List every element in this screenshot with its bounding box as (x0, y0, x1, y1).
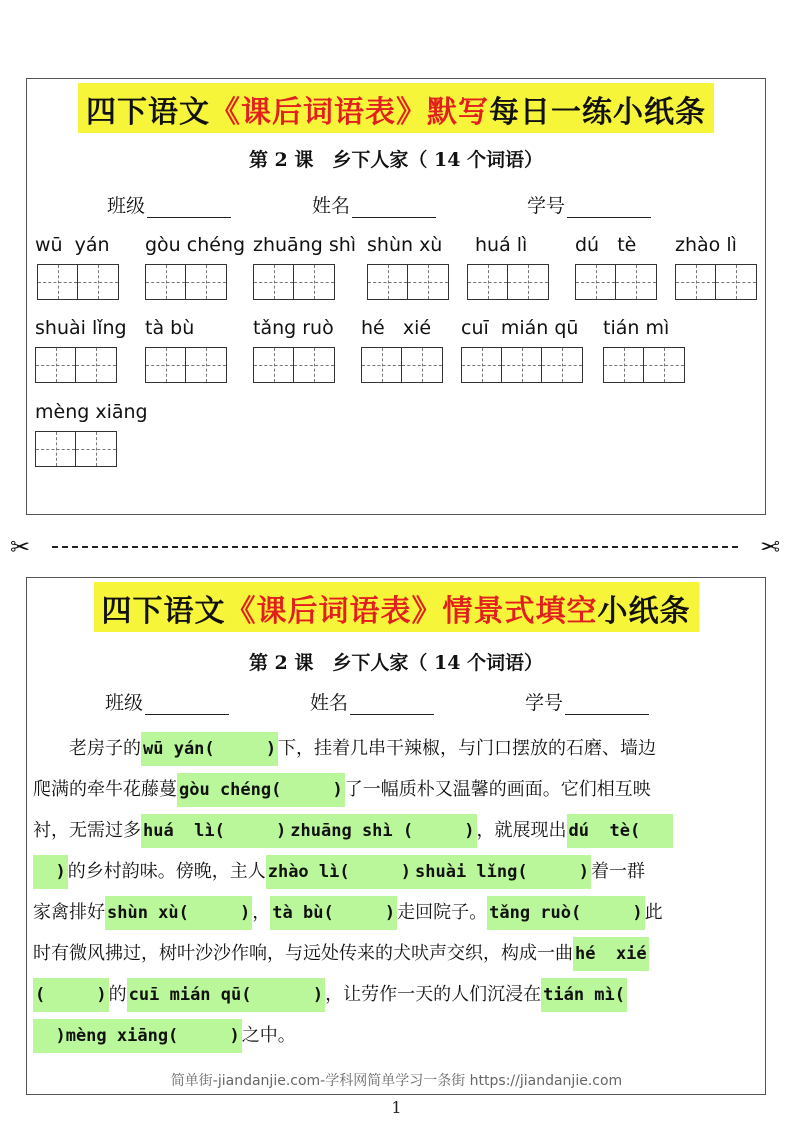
lesson-heading: 第 2 课 乡下人家（ 14 个词语） (248, 149, 544, 171)
writing-grid[interactable] (461, 347, 583, 383)
tianzige-box[interactable] (186, 265, 226, 299)
writing-grid[interactable] (467, 264, 549, 300)
tianzige-box[interactable] (402, 348, 442, 382)
pinyin-blank[interactable]: ( ) (33, 978, 109, 1012)
id-blank[interactable] (565, 696, 649, 715)
passage-text: 爬满的牵牛花藤蔓 (33, 779, 177, 800)
page-number: 1 (391, 1098, 402, 1117)
writing-grid[interactable] (145, 347, 227, 383)
pinyin-blank[interactable]: zhuāng shì ( ) (288, 814, 476, 848)
pinyin-blank[interactable]: ) (33, 855, 68, 889)
pinyin-label: shuài lǐng (35, 317, 127, 339)
pinyin-label: huá lì (475, 234, 528, 256)
id-blank[interactable] (567, 199, 651, 218)
pinyin-blank[interactable]: cuī mián qū( ) (127, 978, 325, 1012)
pinyin-label: tǎng ruò (253, 317, 334, 339)
passage-line (33, 933, 761, 974)
passage-text: 走回院子。 (397, 902, 488, 923)
passage-text: 之中。 (241, 1025, 296, 1046)
scissors-icon: ✂ (759, 533, 780, 561)
pinyin-blank[interactable]: tián mì( (541, 978, 627, 1012)
tianzige-box[interactable] (186, 348, 226, 382)
tianzige-box[interactable] (462, 348, 502, 382)
tianzige-box[interactable] (644, 348, 684, 382)
tianzige-box[interactable] (76, 432, 116, 466)
passage-line (33, 769, 761, 810)
name-label: 姓名 (310, 692, 349, 714)
id-field[interactable] (527, 191, 651, 218)
pinyin-label: gòu chéng (145, 234, 246, 256)
writing-grid[interactable] (253, 347, 335, 383)
passage-text: 的 (108, 984, 127, 1005)
pinyin-blank[interactable]: tǎng ruò( ) (487, 896, 645, 930)
card-title (27, 582, 765, 632)
pinyin-label: zhào lì (675, 234, 737, 256)
pinyin-label: mèng xiāng (35, 401, 148, 423)
tianzige-box[interactable] (36, 348, 76, 382)
passage-line (33, 851, 761, 892)
passage-text: 老房子的 (33, 738, 141, 759)
tianzige-box[interactable] (38, 265, 78, 299)
title-highlight: 《课后词语表》默写 (210, 95, 489, 130)
card-title (27, 83, 765, 133)
writing-grid[interactable] (367, 264, 449, 300)
passage-text: 时有微风拂过，树叶沙沙作响，与远处传来的犬吠声交织，构成一曲 (33, 943, 573, 964)
writing-grid[interactable] (35, 431, 117, 467)
writing-grid[interactable] (575, 264, 657, 300)
title-highlight: 《课后词语表》情景式填空 (225, 594, 598, 629)
class-blank[interactable] (145, 696, 229, 715)
name-blank[interactable] (352, 199, 436, 218)
dashed-divider (52, 546, 738, 548)
passage-text: ，让劳作一天的人们沉浸在 (325, 984, 542, 1005)
id-label: 学号 (527, 195, 566, 217)
pinyin-label: tián mì (603, 317, 670, 339)
passage-line (33, 892, 761, 933)
pinyin-blank[interactable]: wū yán( ) (141, 732, 278, 766)
cut-line (10, 533, 780, 561)
passage-text: ，就展现出 (476, 820, 567, 841)
title-prefix: 四下语文 (101, 594, 226, 629)
lesson-heading: 第 2 课 乡下人家（ 14 个词语） (248, 652, 544, 674)
pinyin-blank[interactable]: gòu chéng( ) (177, 773, 345, 807)
tianzige-box[interactable] (362, 348, 402, 382)
passage-line (33, 810, 761, 851)
tianzige-box[interactable] (716, 265, 756, 299)
passage-text: 着一群 (591, 861, 646, 882)
tianzige-box[interactable] (254, 348, 294, 382)
tianzige-box[interactable] (576, 265, 616, 299)
class-label: 班级 (105, 692, 144, 714)
pinyin-label: dú tè (575, 234, 637, 256)
name-label: 姓名 (312, 195, 351, 217)
passage-line (33, 1015, 761, 1056)
pinyin-blank[interactable]: shuài lǐng( ) (413, 855, 591, 889)
tianzige-box[interactable] (36, 432, 76, 466)
tianzige-box[interactable] (78, 265, 118, 299)
title-suffix: 小纸条 (597, 594, 691, 629)
passage-text: 衬，无需过多 (33, 820, 141, 841)
writing-grid[interactable] (37, 264, 119, 300)
name-field[interactable] (312, 191, 436, 218)
passage-text: 下，挂着几串干辣椒，与门口摆放的石磨、墙边 (278, 738, 657, 759)
passage-line (33, 728, 761, 769)
passage-text: 的乡村韵味。傍晚，主人 (67, 861, 266, 882)
tianzige-box[interactable] (146, 348, 186, 382)
tianzige-box[interactable] (604, 348, 644, 382)
tianzige-box[interactable] (254, 265, 294, 299)
class-field[interactable] (107, 191, 231, 218)
tianzige-box[interactable] (502, 348, 542, 382)
pinyin-blank[interactable]: )mèng xiāng( ) (33, 1019, 242, 1053)
pinyin-label: shùn xù (367, 234, 443, 256)
tianzige-box[interactable] (294, 348, 334, 382)
passage-text: 了一幅质朴又温馨的画面。它们相互映 (344, 779, 651, 800)
passage-text: 家禽排好 (33, 902, 105, 923)
passage-line (33, 974, 761, 1015)
name-field[interactable] (310, 688, 434, 715)
title-suffix: 每日一练小纸条 (489, 95, 706, 130)
writing-grid[interactable] (675, 264, 757, 300)
pinyin-blank[interactable]: huá lì( ) (141, 814, 288, 848)
writing-grid[interactable] (603, 347, 685, 383)
class-blank[interactable] (147, 199, 231, 218)
tianzige-box[interactable] (508, 265, 548, 299)
pinyin-blank[interactable]: hé xié (573, 937, 649, 971)
pinyin-label: hé xié (361, 317, 432, 339)
tianzige-box[interactable] (542, 348, 582, 382)
dictation-card (26, 78, 766, 515)
pinyin-label: tà bù (145, 317, 195, 339)
class-label: 班级 (107, 195, 146, 217)
name-blank[interactable] (350, 696, 434, 715)
tianzige-box[interactable] (146, 265, 186, 299)
tianzige-box[interactable] (468, 265, 508, 299)
tianzige-box[interactable] (294, 265, 334, 299)
tianzige-box[interactable] (368, 265, 408, 299)
pinyin-label: cuī mián qū (461, 317, 579, 339)
pinyin-blank[interactable]: zhào lì( ) (266, 855, 413, 889)
pinyin-label: zhuāng shì (253, 234, 357, 256)
writing-grid[interactable] (253, 264, 335, 300)
tianzige-box[interactable] (676, 265, 716, 299)
id-label: 学号 (525, 692, 564, 714)
pinyin-blank[interactable]: shùn xù( ) (105, 896, 252, 930)
fill-in-card (26, 577, 766, 1095)
pinyin-blank[interactable]: tà bù( ) (270, 896, 397, 930)
watermark-footer: 简单街-jiandanjie.com-学科网简单学习一条街 https://jiandanjie.com (170, 1073, 623, 1089)
writing-grid[interactable] (145, 264, 227, 300)
passage (33, 728, 761, 1056)
pinyin-blank[interactable]: dú tè( (567, 814, 673, 848)
passage-text: ， (252, 902, 271, 923)
writing-grid[interactable] (361, 347, 443, 383)
tianzige-box[interactable] (408, 265, 448, 299)
class-field[interactable] (105, 688, 229, 715)
tianzige-box[interactable] (76, 348, 116, 382)
scissors-icon: ✂ (10, 533, 31, 561)
pinyin-label: wū yán (35, 234, 110, 256)
writing-grid[interactable] (35, 347, 117, 383)
tianzige-box[interactable] (616, 265, 656, 299)
id-field[interactable] (525, 688, 649, 715)
passage-text: 此 (644, 902, 663, 923)
title-prefix: 四下语文 (86, 95, 210, 130)
